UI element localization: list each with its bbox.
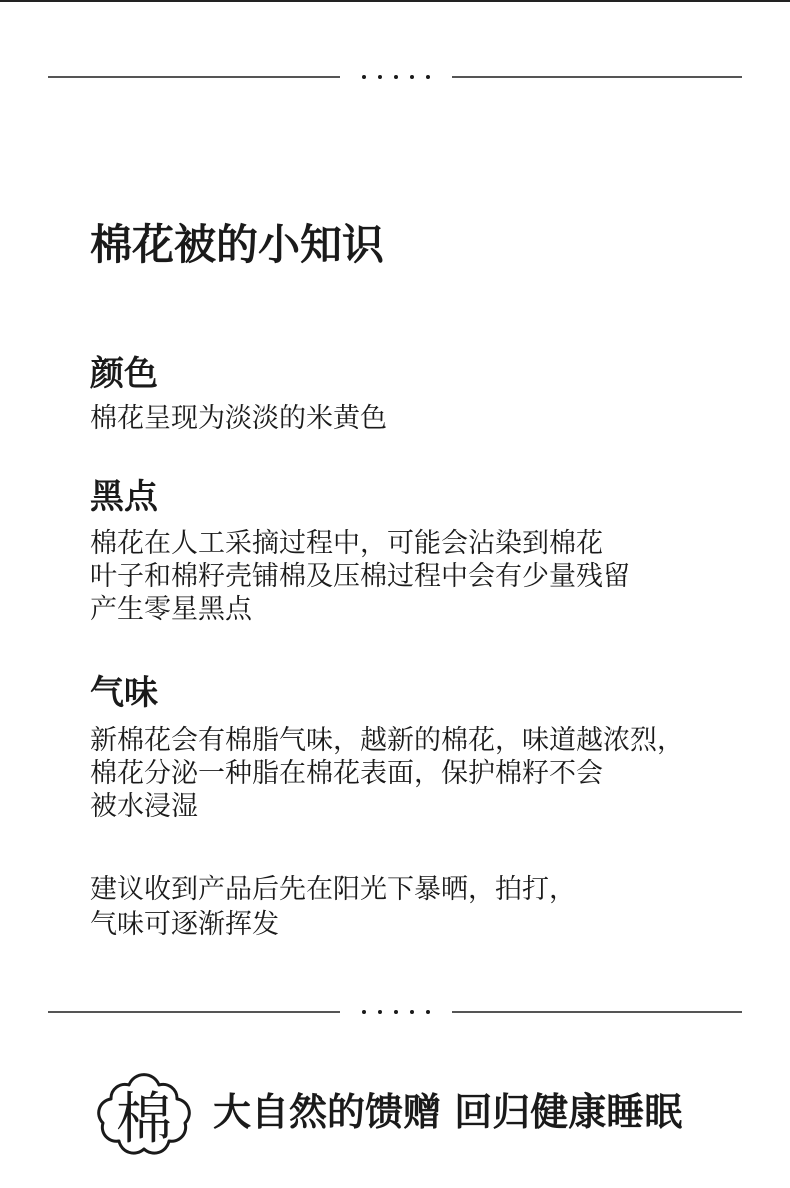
divider-dots [362, 75, 430, 79]
section-heading-smell: 气味 [90, 673, 158, 713]
body-line: 建议收到产品后先在阳光下暴晒，拍打， [90, 874, 576, 905]
divider-top [0, 73, 790, 81]
section-body-smell [90, 724, 684, 823]
body-line: 棉花呈现为淡淡的米黄色 [90, 403, 387, 434]
section-heading-color: 颜色 [90, 354, 158, 394]
divider-line-left [48, 76, 340, 78]
advice-text [90, 872, 576, 942]
divider-dot [426, 75, 430, 79]
logo-character: 棉 [116, 1087, 172, 1152]
divider-dot [394, 1010, 398, 1014]
divider-dot [378, 1010, 382, 1014]
body-line: 被水浸湿 [90, 791, 198, 822]
section-heading-black-spots: 黑点 [90, 477, 158, 517]
divider-line-right [452, 1011, 742, 1013]
body-line: 叶子和棉籽壳铺棉及压棉过程中会有少量残留 [90, 561, 630, 592]
body-line: 气味可逐渐挥发 [90, 909, 279, 940]
divider-dot [410, 1010, 414, 1014]
divider-dot [394, 75, 398, 79]
section-body-black-spots [90, 527, 630, 626]
divider-bottom [0, 1008, 790, 1016]
page-title: 棉花被的小知识 [90, 220, 385, 269]
divider-dot [426, 1010, 430, 1014]
footer-slogan: 大自然的馈赠 回归健康睡眠 [213, 1090, 683, 1134]
divider-dot [362, 75, 366, 79]
body-line: 产生零星黑点 [90, 594, 252, 625]
body-line: 棉花在人工采摘过程中，可能会沾染到棉花 [90, 528, 603, 559]
divider-line-right [452, 76, 742, 78]
top-border [0, 0, 790, 2]
divider-dots [362, 1010, 430, 1014]
body-line: 新棉花会有棉脂气味，越新的棉花，味道越浓烈， [90, 725, 684, 756]
cloud-cotton-logo-icon [88, 1061, 200, 1163]
divider-dot [410, 75, 414, 79]
divider-dot [362, 1010, 366, 1014]
section-body-color [90, 402, 387, 435]
body-line: 棉花分泌一种脂在棉花表面，保护棉籽不会 [90, 758, 603, 789]
divider-dot [378, 75, 382, 79]
divider-line-left [48, 1011, 340, 1013]
